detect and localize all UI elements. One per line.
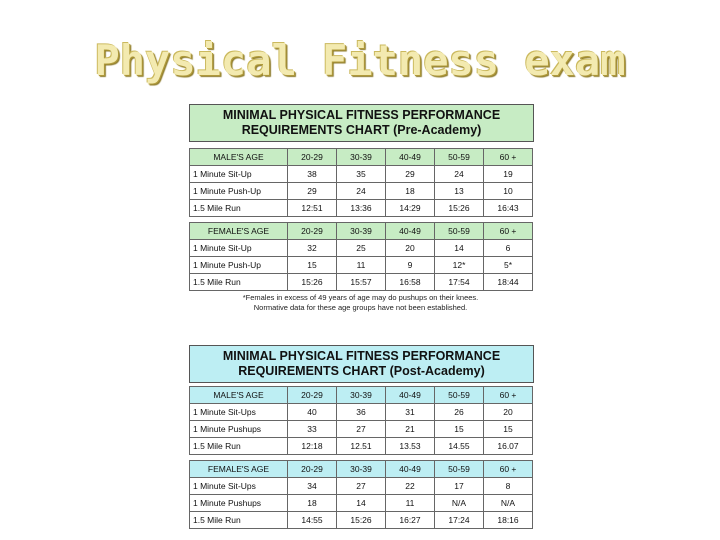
table-cell: 31 bbox=[386, 404, 435, 421]
table-cell: 10 bbox=[484, 183, 533, 200]
table-row bbox=[190, 166, 533, 183]
column-header: MALE'S AGE bbox=[190, 387, 288, 404]
post-academy-heading-line1: MINIMAL PHYSICAL FITNESS PERFORMANCE bbox=[222, 349, 501, 363]
table-cell: 16.07 bbox=[484, 438, 533, 455]
column-header: 30-39 bbox=[337, 387, 386, 404]
column-header: FEMALE'S AGE bbox=[190, 223, 288, 240]
table-cell: 11 bbox=[337, 257, 386, 274]
table-cell: 12:18 bbox=[288, 438, 337, 455]
table-row bbox=[190, 438, 533, 455]
table-cell: 14 bbox=[337, 495, 386, 512]
column-header: 50-59 bbox=[435, 387, 484, 404]
row-label: 1 Minute Sit-Ups bbox=[190, 478, 288, 495]
table-row bbox=[190, 478, 533, 495]
table-header-row bbox=[190, 461, 533, 478]
table-cell: 36 bbox=[337, 404, 386, 421]
row-label: 1 Minute Push-Up bbox=[190, 183, 288, 200]
post-academy-heading-line2: REQUIREMENTS CHART (Post-Academy) bbox=[238, 364, 485, 378]
table-cell: 13.53 bbox=[386, 438, 435, 455]
row-label: 1.5 Mile Run bbox=[190, 274, 288, 291]
post-academy-heading bbox=[189, 345, 534, 383]
table-cell: 26 bbox=[435, 404, 484, 421]
table-cell: 24 bbox=[435, 166, 484, 183]
table-cell: 12:51 bbox=[288, 200, 337, 217]
column-header: 30-39 bbox=[337, 149, 386, 166]
table-cell: 8 bbox=[484, 478, 533, 495]
row-label: 1.5 Mile Run bbox=[190, 438, 288, 455]
table-cell: 14:55 bbox=[288, 512, 337, 529]
column-header: 40-49 bbox=[386, 387, 435, 404]
footnote-line2: Normative data for these age groups have not been established. bbox=[253, 303, 468, 312]
table-cell: 38 bbox=[288, 166, 337, 183]
pre-academy-heading bbox=[189, 104, 534, 142]
table-cell: 13 bbox=[435, 183, 484, 200]
post-academy-female-table bbox=[189, 460, 533, 529]
table-cell: 25 bbox=[337, 240, 386, 257]
table-cell: 12* bbox=[435, 257, 484, 274]
column-header: 30-39 bbox=[337, 223, 386, 240]
table-row bbox=[190, 274, 533, 291]
table-cell: 15:57 bbox=[337, 274, 386, 291]
table-cell: 15 bbox=[484, 421, 533, 438]
column-header: 60 + bbox=[484, 223, 533, 240]
table-cell: 29 bbox=[386, 166, 435, 183]
table-cell: 19 bbox=[484, 166, 533, 183]
table-cell: 6 bbox=[484, 240, 533, 257]
table-cell: 15:26 bbox=[337, 512, 386, 529]
row-label: 1 Minute Push-Up bbox=[190, 257, 288, 274]
table-cell: 17:24 bbox=[435, 512, 484, 529]
table-row bbox=[190, 421, 533, 438]
column-header: 60 + bbox=[484, 461, 533, 478]
column-header: 50-59 bbox=[435, 149, 484, 166]
table-cell: 40 bbox=[288, 404, 337, 421]
table-cell: 18 bbox=[288, 495, 337, 512]
table-row bbox=[190, 495, 533, 512]
column-header: 20-29 bbox=[288, 149, 337, 166]
table-cell: 29 bbox=[288, 183, 337, 200]
table-cell: 12.51 bbox=[337, 438, 386, 455]
column-header: 60 + bbox=[484, 149, 533, 166]
table-cell: 16:58 bbox=[386, 274, 435, 291]
table-header-row bbox=[190, 149, 533, 166]
table-row bbox=[190, 404, 533, 421]
column-header: MALE'S AGE bbox=[190, 149, 288, 166]
table-cell: 15:26 bbox=[288, 274, 337, 291]
row-label: 1.5 Mile Run bbox=[190, 200, 288, 217]
column-header: 20-29 bbox=[288, 387, 337, 404]
column-header: 40-49 bbox=[386, 461, 435, 478]
table-row bbox=[190, 240, 533, 257]
post-academy-male-table bbox=[189, 386, 533, 455]
table-cell: 20 bbox=[386, 240, 435, 257]
row-label: 1 Minute Sit-Up bbox=[190, 240, 288, 257]
table-cell: 18:16 bbox=[484, 512, 533, 529]
table-row bbox=[190, 512, 533, 529]
table-row bbox=[190, 257, 533, 274]
table-cell: 18:44 bbox=[484, 274, 533, 291]
column-header: 20-29 bbox=[288, 223, 337, 240]
row-label: 1 Minute Sit-Ups bbox=[190, 404, 288, 421]
pre-academy-heading-line1: MINIMAL PHYSICAL FITNESS PERFORMANCE bbox=[222, 108, 501, 122]
pre-academy-footnote bbox=[189, 293, 532, 313]
table-row bbox=[190, 200, 533, 217]
table-cell: 27 bbox=[337, 421, 386, 438]
table-cell: 20 bbox=[484, 404, 533, 421]
row-label: 1.5 Mile Run bbox=[190, 512, 288, 529]
column-header: 60 + bbox=[484, 387, 533, 404]
table-cell: 24 bbox=[337, 183, 386, 200]
column-header: 30-39 bbox=[337, 461, 386, 478]
row-label: 1 Minute Sit-Up bbox=[190, 166, 288, 183]
table-cell: 14 bbox=[435, 240, 484, 257]
table-cell: 17 bbox=[435, 478, 484, 495]
table-cell: 13:36 bbox=[337, 200, 386, 217]
table-cell: 21 bbox=[386, 421, 435, 438]
row-label: 1 Minute Pushups bbox=[190, 495, 288, 512]
table-cell: N/A bbox=[484, 495, 533, 512]
table-cell: 15 bbox=[288, 257, 337, 274]
row-label: 1 Minute Pushups bbox=[190, 421, 288, 438]
table-cell: 9 bbox=[386, 257, 435, 274]
pre-academy-female-table bbox=[189, 222, 533, 291]
table-cell: 22 bbox=[386, 478, 435, 495]
table-cell: 34 bbox=[288, 478, 337, 495]
column-header: 40-49 bbox=[386, 149, 435, 166]
table-cell: N/A bbox=[435, 495, 484, 512]
table-cell: 18 bbox=[386, 183, 435, 200]
table-cell: 33 bbox=[288, 421, 337, 438]
column-header: FEMALE'S AGE bbox=[190, 461, 288, 478]
table-row bbox=[190, 183, 533, 200]
table-cell: 17:54 bbox=[435, 274, 484, 291]
table-header-row bbox=[190, 223, 533, 240]
table-cell: 32 bbox=[288, 240, 337, 257]
table-cell: 15:26 bbox=[435, 200, 484, 217]
table-cell: 5* bbox=[484, 257, 533, 274]
table-cell: 11 bbox=[386, 495, 435, 512]
footnote-line1: *Females in excess of 49 years of age may do pushups on their knees. bbox=[242, 293, 479, 302]
table-cell: 14:29 bbox=[386, 200, 435, 217]
column-header: 50-59 bbox=[435, 461, 484, 478]
table-header-row bbox=[190, 387, 533, 404]
table-cell: 16:27 bbox=[386, 512, 435, 529]
column-header: 40-49 bbox=[386, 223, 435, 240]
pre-academy-male-table bbox=[189, 148, 533, 217]
table-cell: 14.55 bbox=[435, 438, 484, 455]
slide-title: Physical Fitness exam bbox=[94, 36, 626, 85]
table-cell: 27 bbox=[337, 478, 386, 495]
table-cell: 16:43 bbox=[484, 200, 533, 217]
table-cell: 35 bbox=[337, 166, 386, 183]
table-cell: 15 bbox=[435, 421, 484, 438]
pre-academy-heading-line2: REQUIREMENTS CHART (Pre-Academy) bbox=[241, 123, 482, 137]
column-header: 20-29 bbox=[288, 461, 337, 478]
column-header: 50-59 bbox=[435, 223, 484, 240]
